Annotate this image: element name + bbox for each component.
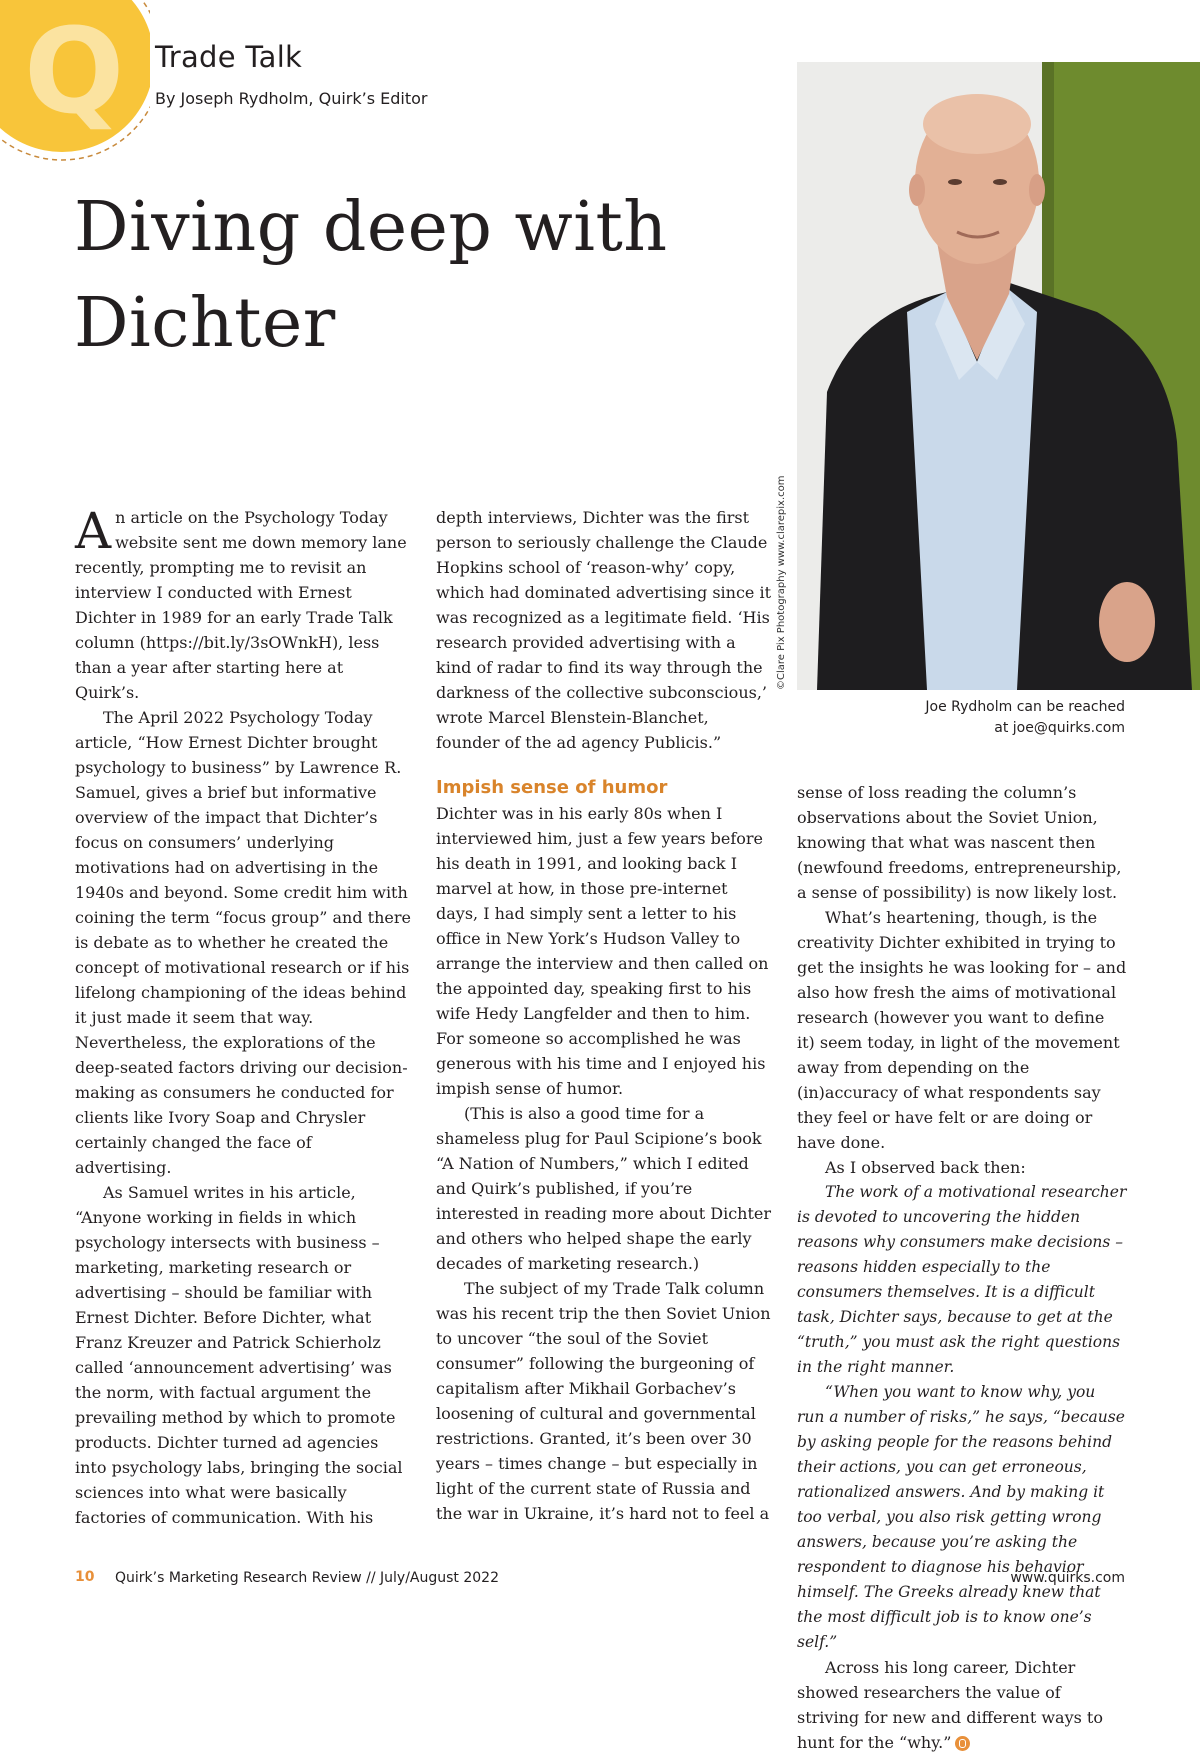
paragraph-2: The April 2022 Psychology Today article, “How Ernest Dichter brought psychology to business” by Lawrence R. Samuel, gives a brief but informative overview of the impact that Dichter’s focus on consumers’ underlying motivations had on advertising in the 1940s and beyond. Some credit him with coining the term “focus group” and there is debate as to whether he created the concept of motivational research or if his lifelong championing of the ideas behind it just made it seem that way. Nevertheless, the explorations of the deep-seated factors driving our decision-making as consumers he conducted for clients like Ivory Soap and Chrysler certainly changed the face of advertising. [75,708,411,1177]
q-logo-badge [0,0,150,170]
article-column-2-content [436,505,772,1526]
article-column-3 [797,780,1127,1755]
section-title: Trade Talk [155,40,303,74]
publication-line: Quirk’s Marketing Research Review // July/August 2022 [115,1570,499,1586]
headline-line-2: Dichter [74,284,336,363]
paragraph-9 [797,1655,1127,1755]
paragraph-1-text: n article on the Psychology Today website sent me down memory lane recently, prompting me to revisit an interview I conducted with Ernest Dichter in 1989 for an early Trade Talk column (https://bit.ly/3sOWnkH), less than a year after starting here at Quirk’s. [75,508,407,702]
paragraph-8: As I observed back then: [825,1158,1026,1177]
paragraph-7: What’s heartening, though, is the creativity Dichter exhibited in trying to get the insights he was looking for – and also how fresh the aims of motivational research (however you want to define it) seem today, in light of the movement away from depending on the (in)accuracy of what respondents say they feel or have felt or are doing or have done. [797,908,1127,1152]
author-portrait [797,62,1200,690]
photo-caption [825,697,1125,739]
paragraph-4: Dichter was in his early 80s when I interviewed him, just a few years before his death in 1991, and looking back I marvel at how, in those pre-internet days, I had simply sent a letter to his office in New York’s Hudson Valley to arrange the interview and then called on the appointed day, speaking first to his wife Hedy Langfelder and then to him. For someone so accomplished he was generous with his time and I enjoyed his impish sense of humor. [436,804,769,1098]
article-headline [74,180,754,372]
headline-line-1: Diving deep with [74,188,668,267]
quote-1: The work of a motivational researcher is devoted to uncovering the hidden reasons why consumers make decisions – reasons hidden especially to the consumers themselves. It is a difficult task, Dichter says, because to get at the “truth,” you must ask the right questions in the right manner. [797,1183,1127,1376]
paragraph-3-continued: depth interviews, Dichter was the first person to seriously challenge the Claude Hopkins school of ‘reason-why’ copy, which had dominated advertising since it was recognized as a legitimate field. ‘His research provided advertising with a kind of radar to find its way through the darkness of the collective subconscious,’ wrote Marcel Blenstein-Blanchet, founder of the ad agency Publicis.” [436,508,772,752]
caption-line-1: Joe Rydholm can be reached [925,699,1125,715]
caption-line-2: at joe@quirks.com [994,720,1125,736]
badge-letter: Q [24,2,125,140]
end-of-article-icon [955,1736,970,1751]
paragraph-3: As Samuel writes in his article, “Anyone working in fields in which psychology intersects with business – marketing, marketing research or advertising – should be familiar with Ernest Dichter. Before Dichter, what Franz Kreuzer and Patrick Schierholz called ‘announcement advertising’ was the norm, with factual argument the prevailing method by which to promote products. Dichter turned ad agencies into psychology labs, bringing the social sciences into what were basically factories of communication. With his [75,1183,403,1527]
paragraph-1 [75,502,411,705]
drop-cap: A [75,502,112,560]
paragraph-5: (This is also a good time for a shameless plug for Paul Scipione’s book “A Nation of Numbers,” which I edited and Quirk’s published, if you’re interested in reading more about Dichter and others who helped shape the early decades of marketing research.) [436,1104,772,1273]
byline: By Joseph Rydholm, Quirk’s Editor [155,89,428,108]
footer-url: www.quirks.com [1010,1570,1125,1586]
quote-2: “When you want to know why, you run a number of risks,” he says, “because by asking people for the reasons behind their actions, you can get erroneous, rationalized answers. And by making it too verbal, you also risk getting wrong answers, because you’re asking the respondent to diagnose his behavior himself. The Greeks already knew that the most difficult job is to know one’s self.” [797,1383,1125,1651]
page-number: 10 [75,1569,95,1585]
paragraph-6-continued: sense of loss reading the column’s observations about the Soviet Union, knowing that what was nascent then (newfound freedoms, entrepreneurship, a sense of possibility) is now likely lost. [797,783,1122,902]
subhead-impish: Impish sense of humor [436,777,668,798]
paragraph-9-text: Across his long career, Dichter showed researchers the value of striving for new and different ways to hunt for the “why.” [797,1658,1103,1752]
paragraph-6: The subject of my Trade Talk column was his recent trip the then Soviet Union to uncover “the soul of the Soviet consumer” following the burgeoning of capitalism after Mikhail Gorbachev’s loosening of cultural and governmental restrictions. Granted, it’s been over 30 years – times change – but especially in light of the current state of Russia and the war in Ukraine, it’s hard not to feel a [436,1279,771,1523]
article-column-1 [75,502,411,1530]
photo-credit: ©Clare Pix Photography www.clarepix.com [776,475,787,690]
q-badge-icon [0,0,150,170]
